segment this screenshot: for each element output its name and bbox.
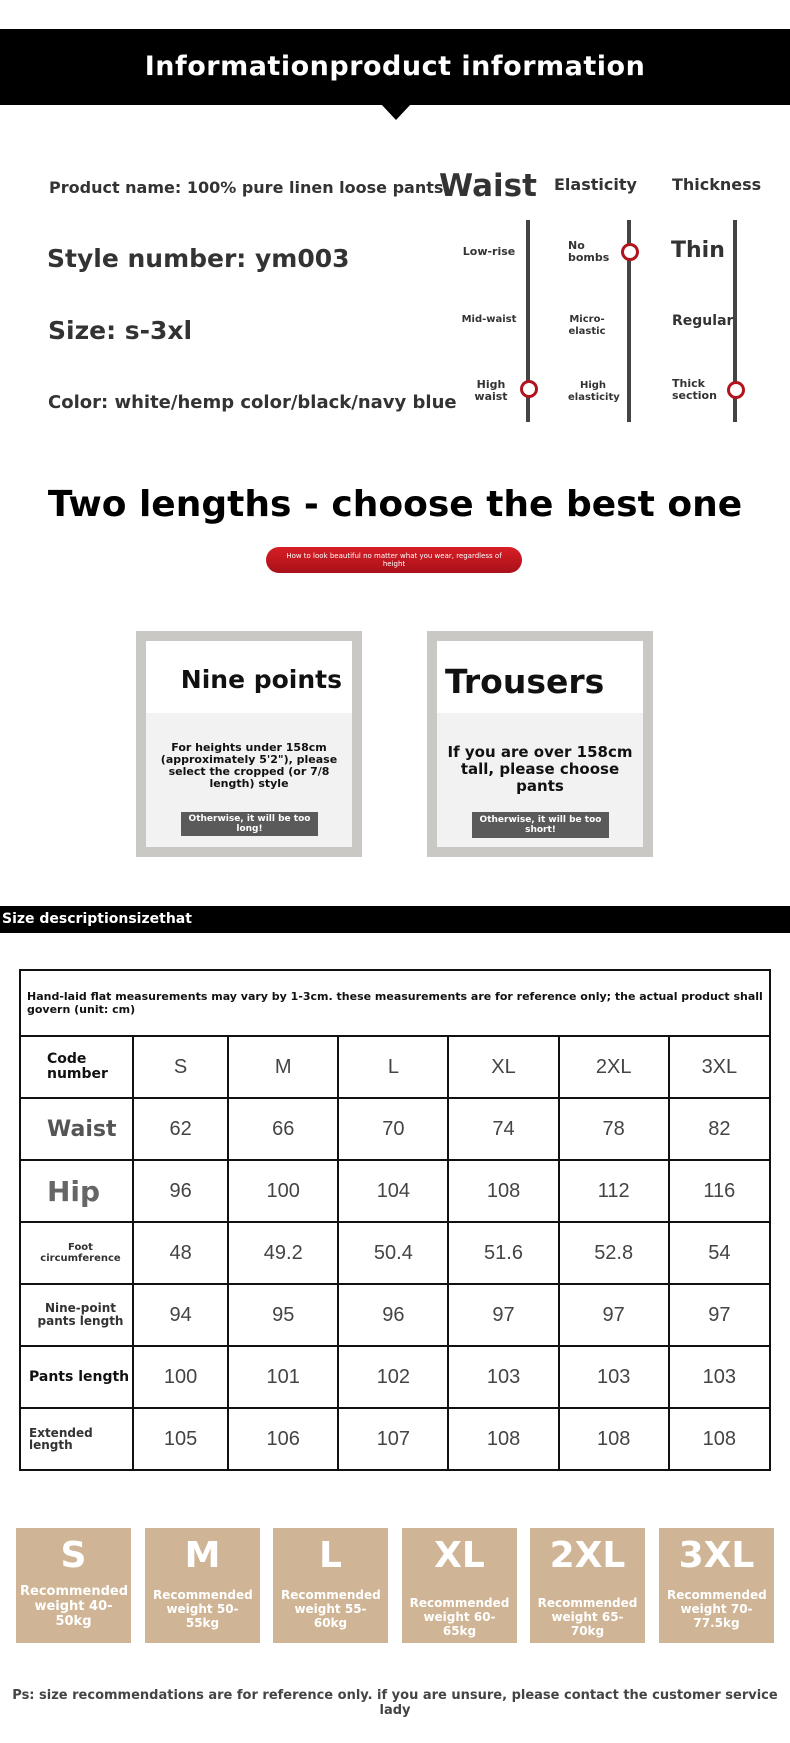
size-header-cell: S	[133, 1036, 228, 1098]
code-number-header: Code number	[20, 1036, 133, 1098]
size-header-cell: 2XL	[559, 1036, 669, 1098]
recommendation-tile-m	[145, 1528, 260, 1643]
waist-heading: Waist	[439, 168, 537, 204]
thickness-heading: Thickness	[672, 175, 762, 194]
waist-high-label: High waist	[474, 378, 508, 403]
elasticity-mid-label: Micro-elastic	[568, 314, 606, 337]
table-cell: 54	[669, 1222, 770, 1284]
waist-low-label: Low-rise	[462, 245, 516, 258]
table-cell: 78	[559, 1098, 669, 1160]
size-description-label: Size descriptionsizethat	[2, 911, 192, 927]
table-cell: 103	[559, 1346, 669, 1408]
size-header-cell: XL	[448, 1036, 558, 1098]
product-name: Product name: 100% pure linen loose pants	[49, 178, 444, 197]
tile-size-label: M	[184, 1535, 221, 1576]
row-label-pants-length: Pants length	[20, 1346, 133, 1408]
trousers-warning: Otherwise, it will be too short!	[472, 812, 609, 838]
page-title: Informationproduct information	[144, 51, 646, 82]
table-cell: 82	[669, 1098, 770, 1160]
table-cell: 70	[338, 1098, 448, 1160]
table-cell: 100	[133, 1346, 228, 1408]
elasticity-low-label: No bombs	[568, 239, 610, 264]
tile-size-label: L	[319, 1535, 342, 1576]
lengths-title: Two lengths - choose the best one	[47, 484, 743, 525]
measurement-note: Hand-laid flat measurements may vary by 1-3cm. these measurements are for reference only; the actual product shall govern (unit: cm)	[20, 970, 770, 1036]
table-cell: 96	[133, 1160, 228, 1222]
tile-size-label: 3XL	[678, 1535, 755, 1576]
recommendation-tile-l	[273, 1528, 388, 1643]
table-cell: 96	[338, 1284, 448, 1346]
tile-size-label: S	[60, 1535, 87, 1576]
table-row	[20, 1408, 770, 1470]
table-cell: 103	[669, 1346, 770, 1408]
table-cell: 95	[228, 1284, 338, 1346]
table-cell: 105	[133, 1408, 228, 1470]
thickness-high-label: Thick section	[672, 377, 717, 402]
table-row	[20, 1346, 770, 1408]
product-size-range: Size: s-3xl	[48, 316, 193, 345]
table-cell: 49.2	[228, 1222, 338, 1284]
recommendation-tile-s	[16, 1528, 131, 1643]
table-cell: 51.6	[448, 1222, 558, 1284]
size-table	[19, 969, 771, 1471]
product-style-number: Style number: ym003	[47, 244, 350, 273]
tile-weight-text: Recommended weight 55-60kg	[281, 1588, 381, 1630]
table-cell: 52.8	[559, 1222, 669, 1284]
table-note-row	[20, 970, 770, 1036]
row-label-foot-circumference: Foot circumference	[20, 1222, 133, 1284]
elasticity-heading: Elasticity	[554, 175, 637, 194]
tile-weight-text: Recommended weight 70-77.5kg	[667, 1588, 767, 1630]
tile-size-label: 2XL	[549, 1535, 626, 1576]
trousers-text: If you are over 158cm tall, please choose pants	[447, 743, 633, 795]
elasticity-indicator	[621, 243, 639, 261]
trousers-title: Trousers	[445, 662, 605, 701]
thickness-mid-label: Regular	[672, 313, 734, 329]
table-cell: 108	[669, 1408, 770, 1470]
table-row	[20, 1222, 770, 1284]
table-cell: 104	[338, 1160, 448, 1222]
row-label-extended-length: Extended length	[20, 1408, 133, 1470]
row-label-hip: Hip	[20, 1160, 133, 1222]
tile-weight-text: Recommended weight 50-55kg	[153, 1588, 253, 1630]
table-cell: 48	[133, 1222, 228, 1284]
table-cell: 94	[133, 1284, 228, 1346]
size-header-cell: L	[338, 1036, 448, 1098]
footer-note: Ps: size recommendations are for reference only. if you are unsure, please contact the customer service lady	[12, 1688, 778, 1718]
table-cell: 102	[338, 1346, 448, 1408]
table-cell: 66	[228, 1098, 338, 1160]
table-cell: 74	[448, 1098, 558, 1160]
waist-indicator	[520, 380, 538, 398]
table-cell: 103	[448, 1346, 558, 1408]
table-cell: 101	[228, 1346, 338, 1408]
nine-points-warning: Otherwise, it will be too long!	[181, 812, 318, 836]
table-cell: 108	[559, 1408, 669, 1470]
tile-weight-text: Recommended weight 60-65kg	[409, 1596, 510, 1638]
table-cell: 107	[338, 1408, 448, 1470]
elasticity-high-label: High elasticity	[568, 380, 620, 403]
tile-size-label: XL	[434, 1535, 485, 1576]
nine-points-title: Nine points	[180, 665, 342, 694]
thickness-low-label: Thin	[671, 238, 725, 263]
recommendation-tile-2xl	[530, 1528, 645, 1643]
table-cell: 106	[228, 1408, 338, 1470]
recommendation-tile-3xl	[659, 1528, 774, 1643]
size-header-cell: M	[228, 1036, 338, 1098]
nine-points-text: For heights under 158cm (approximately 5'2"), please select the cropped (or 7/8 length) style	[160, 741, 338, 790]
table-cell: 100	[228, 1160, 338, 1222]
table-cell: 50.4	[338, 1222, 448, 1284]
row-label-nine-point-length: Nine-point pants length	[20, 1284, 133, 1346]
table-header-row	[20, 1036, 770, 1098]
table-cell: 116	[669, 1160, 770, 1222]
table-row	[20, 1098, 770, 1160]
recommendation-tile-xl	[402, 1528, 517, 1643]
waist-mid-label: Mid-waist	[461, 314, 517, 325]
table-cell: 62	[133, 1098, 228, 1160]
thickness-indicator	[727, 381, 745, 399]
size-header-cell: 3XL	[669, 1036, 770, 1098]
table-cell: 108	[448, 1160, 558, 1222]
table-cell: 108	[448, 1408, 558, 1470]
product-colors: Color: white/hemp color/black/navy blue	[48, 392, 457, 413]
table-cell: 97	[669, 1284, 770, 1346]
tile-weight-text: Recommended weight 65-70kg	[537, 1596, 638, 1638]
tile-weight-text: Recommended weight 40-50kg	[20, 1584, 129, 1629]
row-label-waist: Waist	[20, 1098, 133, 1160]
header-notch	[381, 104, 411, 120]
lengths-pill: How to look beautiful no matter what you wear, regardless of height	[266, 547, 522, 573]
table-cell: 97	[448, 1284, 558, 1346]
table-row	[20, 1284, 770, 1346]
table-cell: 112	[559, 1160, 669, 1222]
table-cell: 97	[559, 1284, 669, 1346]
table-row	[20, 1160, 770, 1222]
